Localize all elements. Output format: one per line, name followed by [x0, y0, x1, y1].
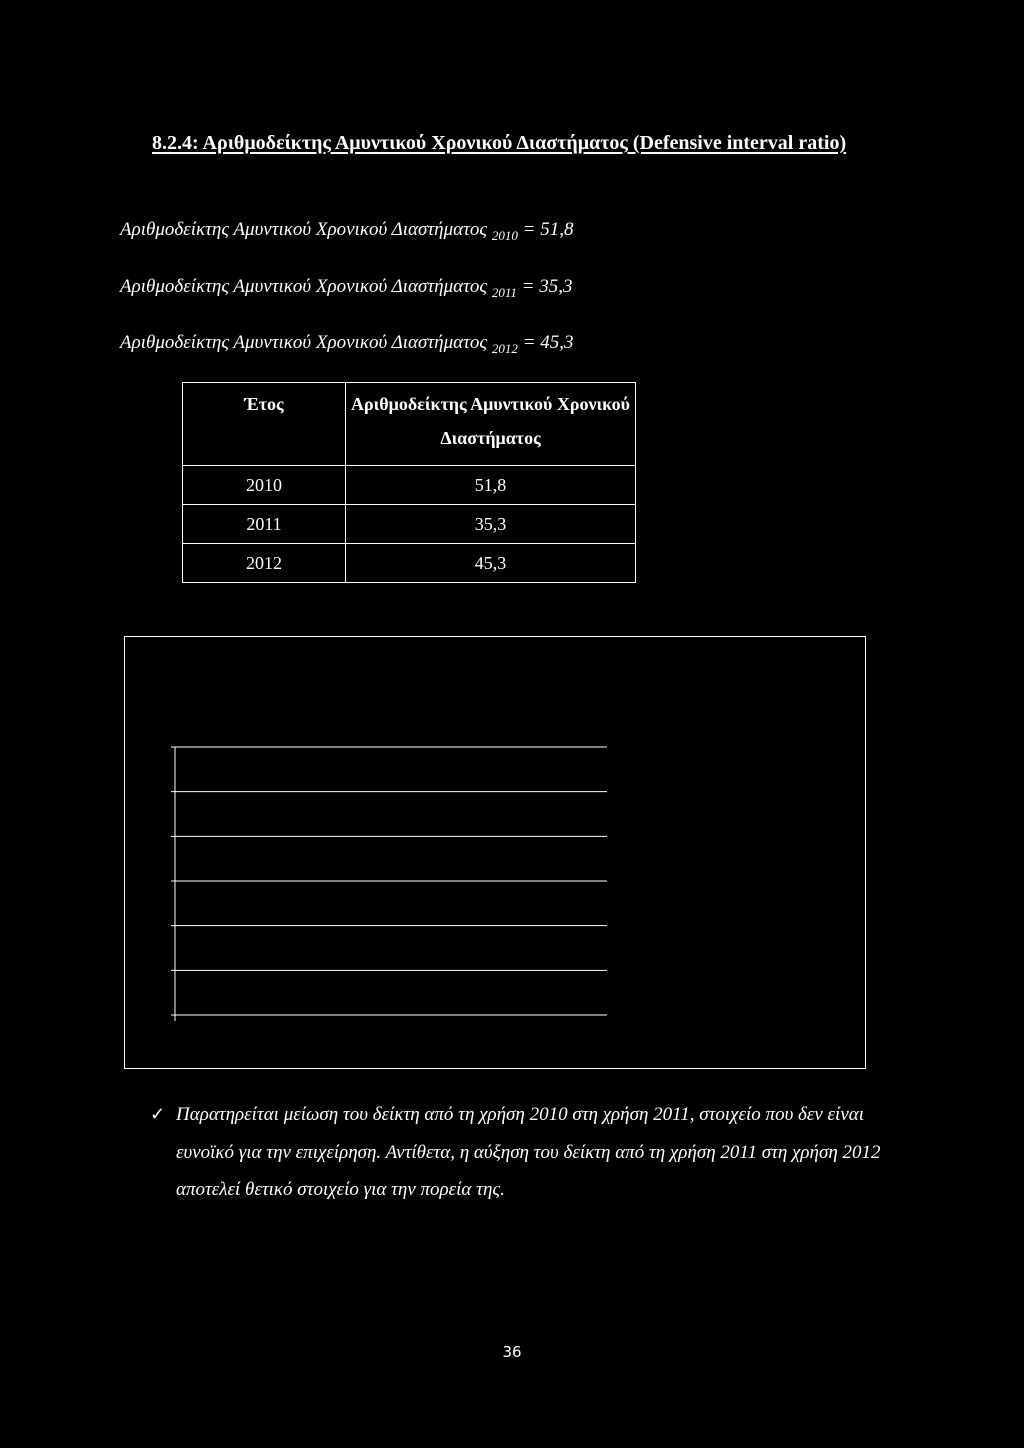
chart-frame: [124, 636, 866, 1069]
formula-2010: [120, 219, 573, 241]
ratio-table: [182, 382, 636, 583]
observation-bullet: [150, 1096, 910, 1209]
formula-equals: =: [522, 219, 536, 240]
table-cell-year: 2010: [183, 466, 346, 505]
formula-equals: =: [522, 332, 536, 353]
table-cell-value: 51,8: [346, 466, 636, 505]
table-cell-year: 2012: [183, 544, 346, 583]
formula-value: 45,3: [540, 332, 574, 353]
table-row: [183, 505, 636, 544]
table-row: [183, 544, 636, 583]
observation-text: Παρατηρείται μείωση του δείκτη από τη χρήση 2010 στη χρήση 2011, στοιχείο που δεν είναι ευνοϊκό για την επιχείρηση. Αντίθετα, η αύξηση του δείκτη από τη χρήση 2011 στη χρήση 2012 αποτελεί θετικό στοιχείο για την πορεία της.: [176, 1104, 881, 1200]
chart-plot: [125, 637, 867, 1070]
formula-year: 2012: [491, 341, 518, 356]
table-cell-value: 45,3: [346, 544, 636, 583]
formula-value: 35,3: [539, 276, 573, 297]
page-number: 36: [502, 1343, 522, 1361]
check-icon: ✓: [150, 1104, 166, 1124]
table-header-year: Έτος: [183, 383, 346, 466]
formula-value: 51,8: [540, 219, 574, 240]
formula-2012: [120, 332, 573, 354]
formula-label: Αριθμοδείκτης Αμυντικού Χρονικού Διαστήματος: [120, 332, 488, 353]
formula-label: Αριθμοδείκτης Αμυντικού Χρονικού Διαστήματος: [120, 276, 488, 297]
formula-year: 2011: [491, 285, 517, 300]
formula-year: 2010: [491, 228, 518, 243]
formula-equals: =: [521, 276, 535, 297]
table-header-ratio: Αριθμοδείκτης Αμυντικού Χρονικού Διαστήματος: [346, 383, 636, 466]
table-cell-value: 35,3: [346, 505, 636, 544]
formula-label: Αριθμοδείκτης Αμυντικού Χρονικού Διαστήματος: [120, 219, 488, 240]
table-header-row: [183, 383, 636, 466]
section-heading: 8.2.4: Αριθμοδείκτης Αμυντικού Χρονικού Διαστήματος (Defensive interval ratio): [152, 132, 847, 154]
formula-2011: [120, 276, 572, 298]
table-row: [183, 466, 636, 505]
table-cell-year: 2011: [183, 505, 346, 544]
